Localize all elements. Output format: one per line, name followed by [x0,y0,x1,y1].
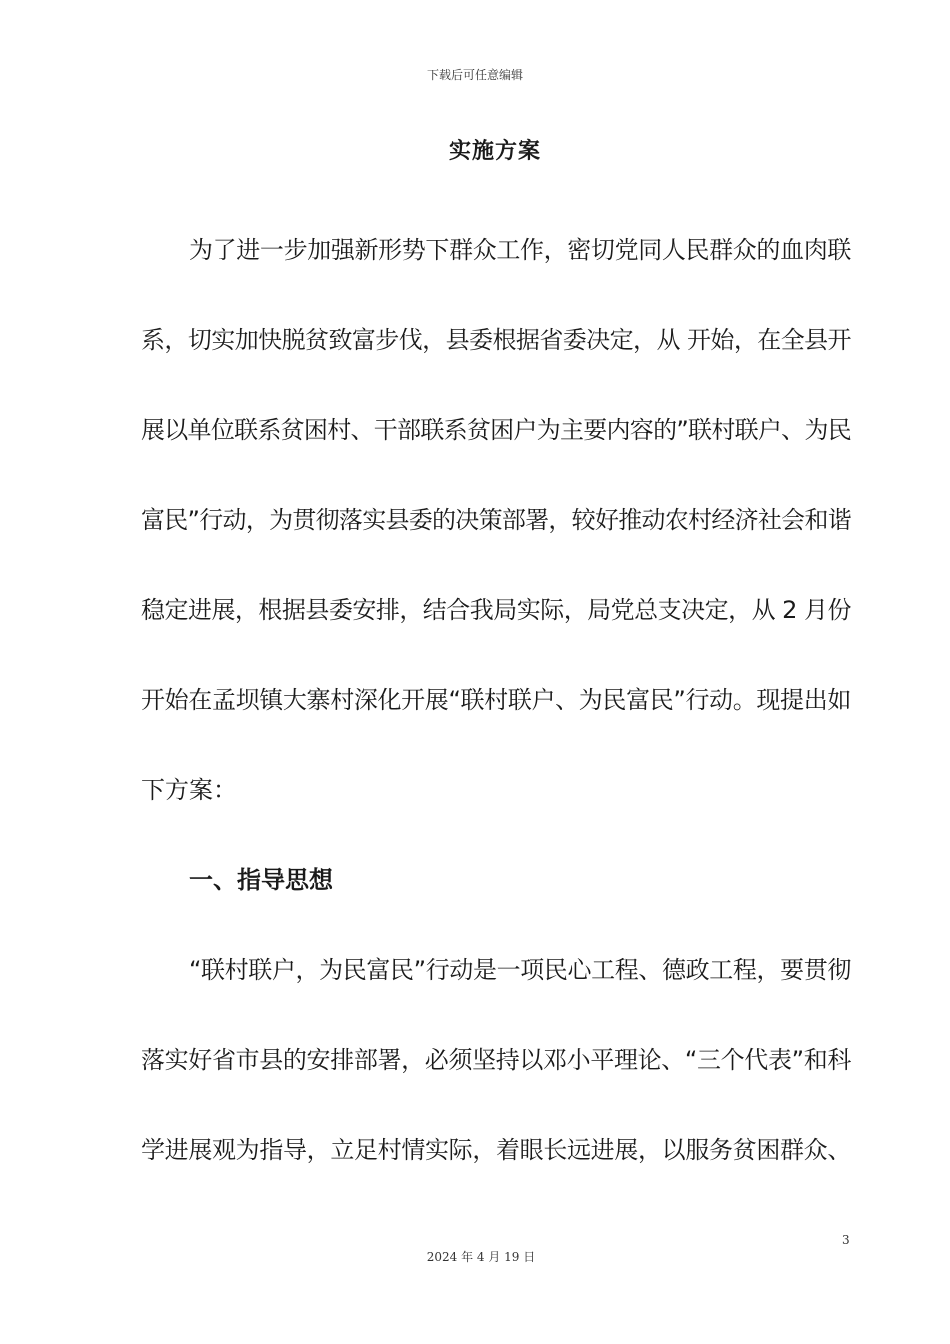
line-text: 展以单位联系贫困村、干部联系贫困户为主要内容的”联村联户、为民 [141,416,851,444]
header-note: 下载后可任意编辑 [426,68,523,82]
line-text: “联村联户，为民富民”行动是一项民心工程、德政工程，要贯彻 [189,956,851,984]
paragraph-line [141,1120,851,1210]
paragraph-line [141,1030,851,1120]
footer-date: 2024 年 4 月 19 日 [426,1250,536,1264]
paragraph-line [141,580,851,670]
paragraph-line [141,400,851,490]
document-body [141,220,851,1210]
paragraph-line [141,940,851,1030]
line-text: 下方案： [141,776,237,804]
line-text: 系，切实加快脱贫致富步伐，县委根据省委决定，从 开始，在全县开 [141,326,851,354]
line-text: 学进展观为指导，立足村情实际，着眼长远进展，以服务贫困群众、 [141,1136,851,1164]
line-text: 富民”行动，为贯彻落实县委的决策部署，较好推动农村经济社会和谐 [141,506,851,534]
line-text: 稳定进展，根据县委安排，结合我局实际，局党总支决定，从 2 月份 [141,596,851,624]
section-heading [141,850,851,940]
page-number: 3 [842,1233,850,1247]
paragraph-line [141,760,851,850]
section-heading-text: 一、指导思想 [189,866,333,894]
paragraph-line [141,670,851,760]
document-title: 实施方案 [448,139,541,164]
paragraph-line [141,490,851,580]
line-text: 为了进一步加强新形势下群众工作，密切党同人民群众的血肉联 [189,236,851,264]
paragraph-line [141,310,851,400]
line-text: 落实好省市县的安排部署，必须坚持以邓小平理论、“三个代表”和科 [141,1046,851,1074]
line-text: 开始在孟坝镇大寨村深化开展“联村联户、为民富民”行动。现提出如 [141,686,851,714]
paragraph-line [141,220,851,310]
